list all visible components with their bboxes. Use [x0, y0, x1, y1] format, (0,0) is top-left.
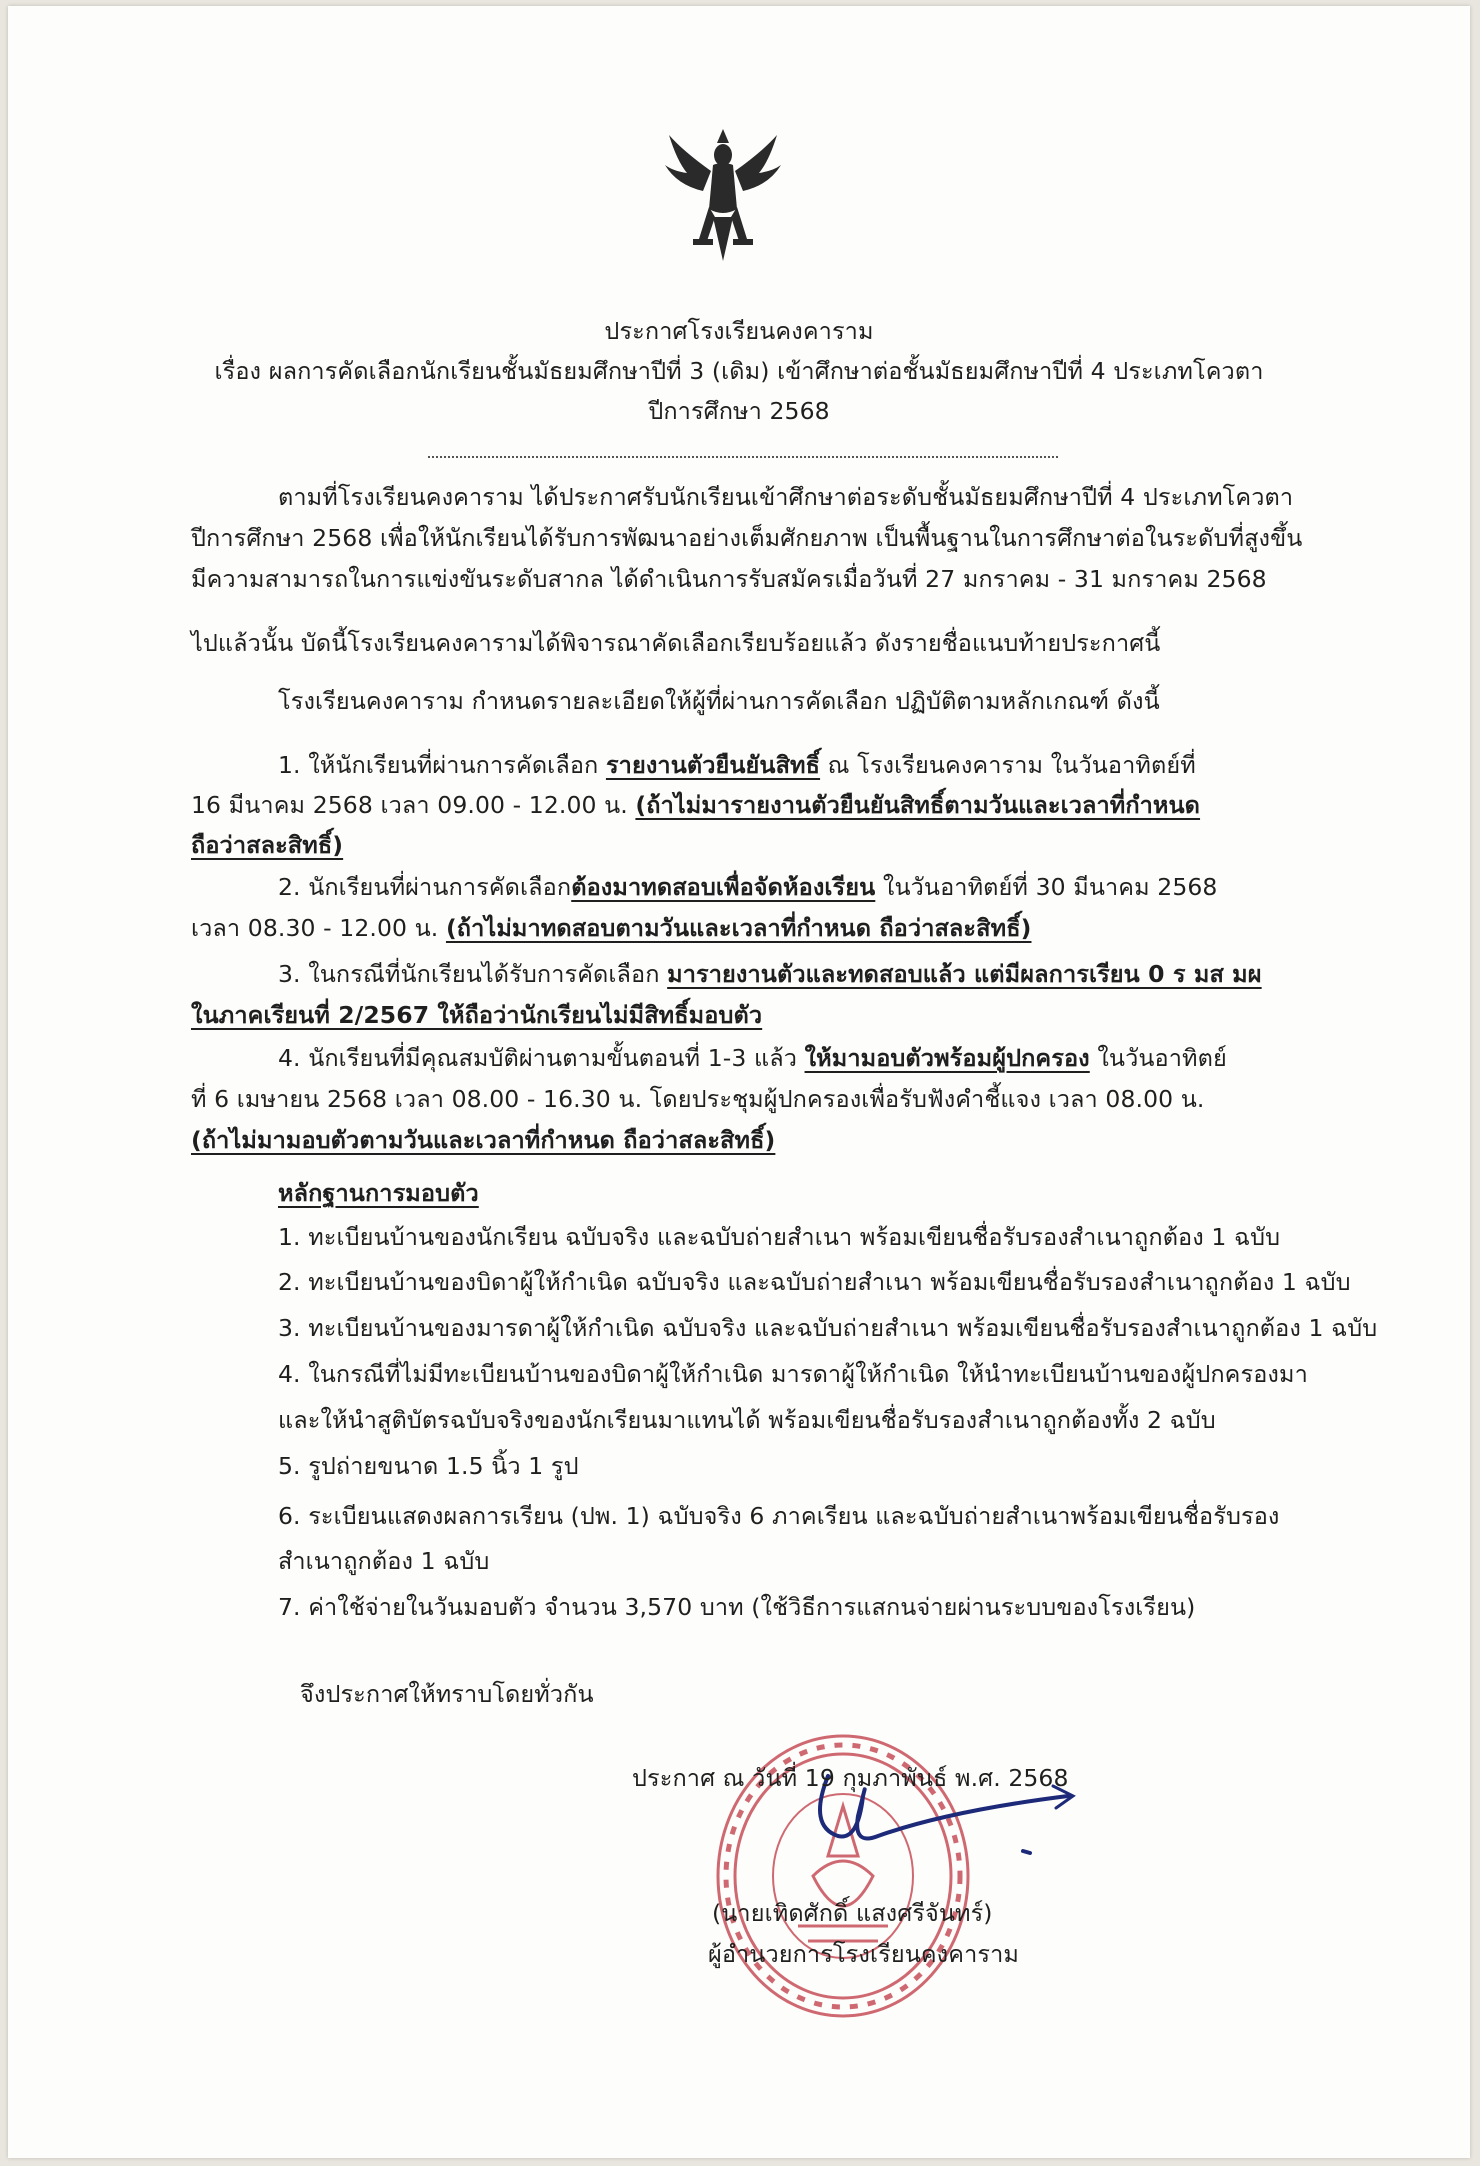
intro-line-2: ปีการศึกษา 2568 เพื่อให้นักเรียนได้รับการพัฒนาอย่างเต็มศักยภาพ เป็นพื้นฐานในการศึกษาต่อในระดับที่สูงขึ้น: [191, 524, 1303, 552]
intro-line-5: โรงเรียนคงคาราม กำหนดรายละเอียดให้ผู้ที่ผ่านการคัดเลือก ปฏิบัติตามหลักเกณฑ์ ดังนี้: [278, 687, 1160, 715]
closing-statement: จึงประกาศให้ทราบโดยทั่วกัน: [300, 1680, 594, 1708]
rule-1-note-end: ถือว่าสละสิทธิ์): [191, 831, 344, 859]
evidence-item: 3. ทะเบียนบ้านของมารดาผู้ให้กำเนิด ฉบับจริง และฉบับถ่ายสำเนา พร้อมเขียนชื่อรับรองสำเนาถูกต้อง 1 ฉบับ: [278, 1314, 1378, 1342]
dotted-divider: [428, 456, 1058, 458]
evidence-heading: หลักฐานการมอบตัว: [278, 1179, 479, 1207]
rule-4-emphasis: ให้มามอบตัวพร้อมผู้ปกครอง: [804, 1044, 1090, 1072]
signer-name: (นายเทิดศักดิ์ แสงศรีจันทร์): [712, 1899, 993, 1927]
evidence-item: 1. ทะเบียนบ้านของนักเรียน ฉบับจริง และฉบับถ่ายสำเนา พร้อมเขียนชื่อรับรองสำเนาถูกต้อง 1 ฉบับ: [278, 1223, 1281, 1251]
evidence-item: 4. ในกรณีที่ไม่มีทะเบียนบ้านของบิดาผู้ให้กำเนิด มารดาผู้ให้กำเนิด ให้นำทะเบียนบ้านของผู้ปกครองมา: [278, 1360, 1308, 1388]
signer-position: ผู้อำนวยการโรงเรียนคงคาราม: [708, 1940, 1019, 1968]
evidence-item: 7. ค่าใช้จ่ายในวันมอบตัว จำนวน 3,570 บาท (ใช้วิธีการแสกนจ่ายผ่านระบบของโรงเรียน): [278, 1593, 1196, 1621]
rule-1-line-3: [191, 827, 343, 863]
rule-4-note: (ถ้าไม่มามอบตัวตามวันและเวลาที่กำหนด ถือว่าสละสิทธิ์): [191, 1126, 776, 1154]
rule-3-line-2: [191, 997, 762, 1033]
intro-line-1: ตามที่โรงเรียนคงคาราม ได้ประกาศรับนักเรียนเข้าศึกษาต่อระดับชั้นมัธยมศึกษาปีที่ 4 ประเภทโควตา: [278, 483, 1294, 511]
intro-line-4: ไปแล้วนั้น บัดนี้โรงเรียนคงคารามได้พิจารณาคัดเลือกเรียบร้อยแล้ว ดังรายชื่อแนบท้ายประกาศนี้: [191, 629, 1161, 657]
evidence-item: 2. ทะเบียนบ้านของบิดาผู้ให้กำเนิด ฉบับจริง และฉบับถ่ายสำเนา พร้อมเขียนชื่อรับรองสำเนาถูกต้อง 1 ฉบับ: [278, 1268, 1351, 1296]
document-page: [8, 6, 1470, 2158]
announcement-date: ประกาศ ณ วันที่ 19 กุมภาพันธ์ พ.ศ. 2568: [632, 1764, 1069, 1792]
rule-2-emphasis: ต้องมาทดสอบเพื่อจัดห้องเรียน: [571, 873, 876, 901]
evidence-item: สำเนาถูกต้อง 1 ฉบับ: [278, 1547, 490, 1575]
evidence-item: 5. รูปถ่ายขนาด 1.5 นิ้ว 1 รูป: [278, 1452, 579, 1480]
rule-4-line-2: ที่ 6 เมษายน 2568 เวลา 08.00 - 16.30 น. โดยประชุมผู้ปกครองเพื่อรับฟังคำชี้แจง เวลา 08.00 น.: [191, 1085, 1205, 1113]
rule-1-line-1: 1. ให้นักเรียนที่ผ่านการคัดเลือก รายงานตัวยืนยันสิทธิ์ ณ โรงเรียนคงคาราม ในวันอาทิตย์ที่: [278, 751, 1196, 779]
intro-line-3: มีความสามารถในการแข่งขันระดับสากล ได้ดำเนินการรับสมัครเมื่อวันที่ 27 มกราคม - 31 มกราคม 2568: [191, 565, 1267, 593]
announcement-title: ประกาศโรงเรียนคงคาราม: [604, 317, 874, 345]
rule-2-line-1: 2. นักเรียนที่ผ่านการคัดเลือกต้องมาทดสอบเพื่อจัดห้องเรียน ในวันอาทิตย์ที่ 30 มีนาคม 2568: [278, 873, 1218, 901]
rule-3-note: ในภาคเรียนที่ 2/2567 ให้ถือว่านักเรียนไม่มีสิทธิ์มอบตัว: [191, 1001, 763, 1029]
evidence-item: และให้นำสูติบัตรฉบับจริงของนักเรียนมาแทนได้ พร้อมเขียนชื่อรับรองสำเนาถูกต้องทั้ง 2 ฉบับ: [278, 1406, 1216, 1434]
rule-2-note: (ถ้าไม่มาทดสอบตามวันและเวลาที่กำหนด ถือว่าสละสิทธิ์): [445, 914, 1032, 942]
rule-1-line-2: 16 มีนาคม 2568 เวลา 09.00 - 12.00 น. (ถ้าไม่มารายงานตัวยืนยันสิทธิ์ตามวันและเวลาที่กำหนด: [191, 791, 1201, 819]
rule-3-emphasis: มารายงานตัวและทดสอบแล้ว แต่มีผลการเรียน 0 ร มส มผ: [667, 960, 1262, 988]
announcement-year: ปีการศึกษา 2568: [648, 397, 830, 425]
rule-3-line-1: 3. ในกรณีที่นักเรียนได้รับการคัดเลือก มารายงานตัวและทดสอบแล้ว แต่มีผลการเรียน 0 ร มส มผ: [278, 960, 1262, 988]
rule-4-line-1: 4. นักเรียนที่มีคุณสมบัติผ่านตามขั้นตอนที่ 1-3 แล้ว ให้มามอบตัวพร้อมผู้ปกครอง ในวันอาทิตย์: [278, 1044, 1227, 1072]
evidence-item: 6. ระเบียนแสดงผลการเรียน (ปพ. 1) ฉบับจริง 6 ภาคเรียน และฉบับถ่ายสำเนาพร้อมเขียนชื่อรับรอง: [278, 1502, 1280, 1530]
rule-2-line-2: เวลา 08.30 - 12.00 น. (ถ้าไม่มาทดสอบตามวันและเวลาที่กำหนด ถือว่าสละสิทธิ์): [191, 914, 1032, 942]
announcement-subject: เรื่อง ผลการคัดเลือกนักเรียนชั้นมัธยมศึกษาปีที่ 3 (เดิม) เข้าศึกษาต่อชั้นมัธยมศึกษาปีที่ 4 ประเภทโควตา: [214, 357, 1264, 385]
garuda-emblem-icon: [663, 121, 783, 271]
rule-1-note: (ถ้าไม่มารายงานตัวยืนยันสิทธิ์ตามวันและเวลาที่กำหนด: [635, 791, 1201, 819]
rule-4-line-3: [191, 1122, 775, 1158]
rule-1-emphasis: รายงานตัวยืนยันสิทธิ์: [605, 751, 821, 779]
